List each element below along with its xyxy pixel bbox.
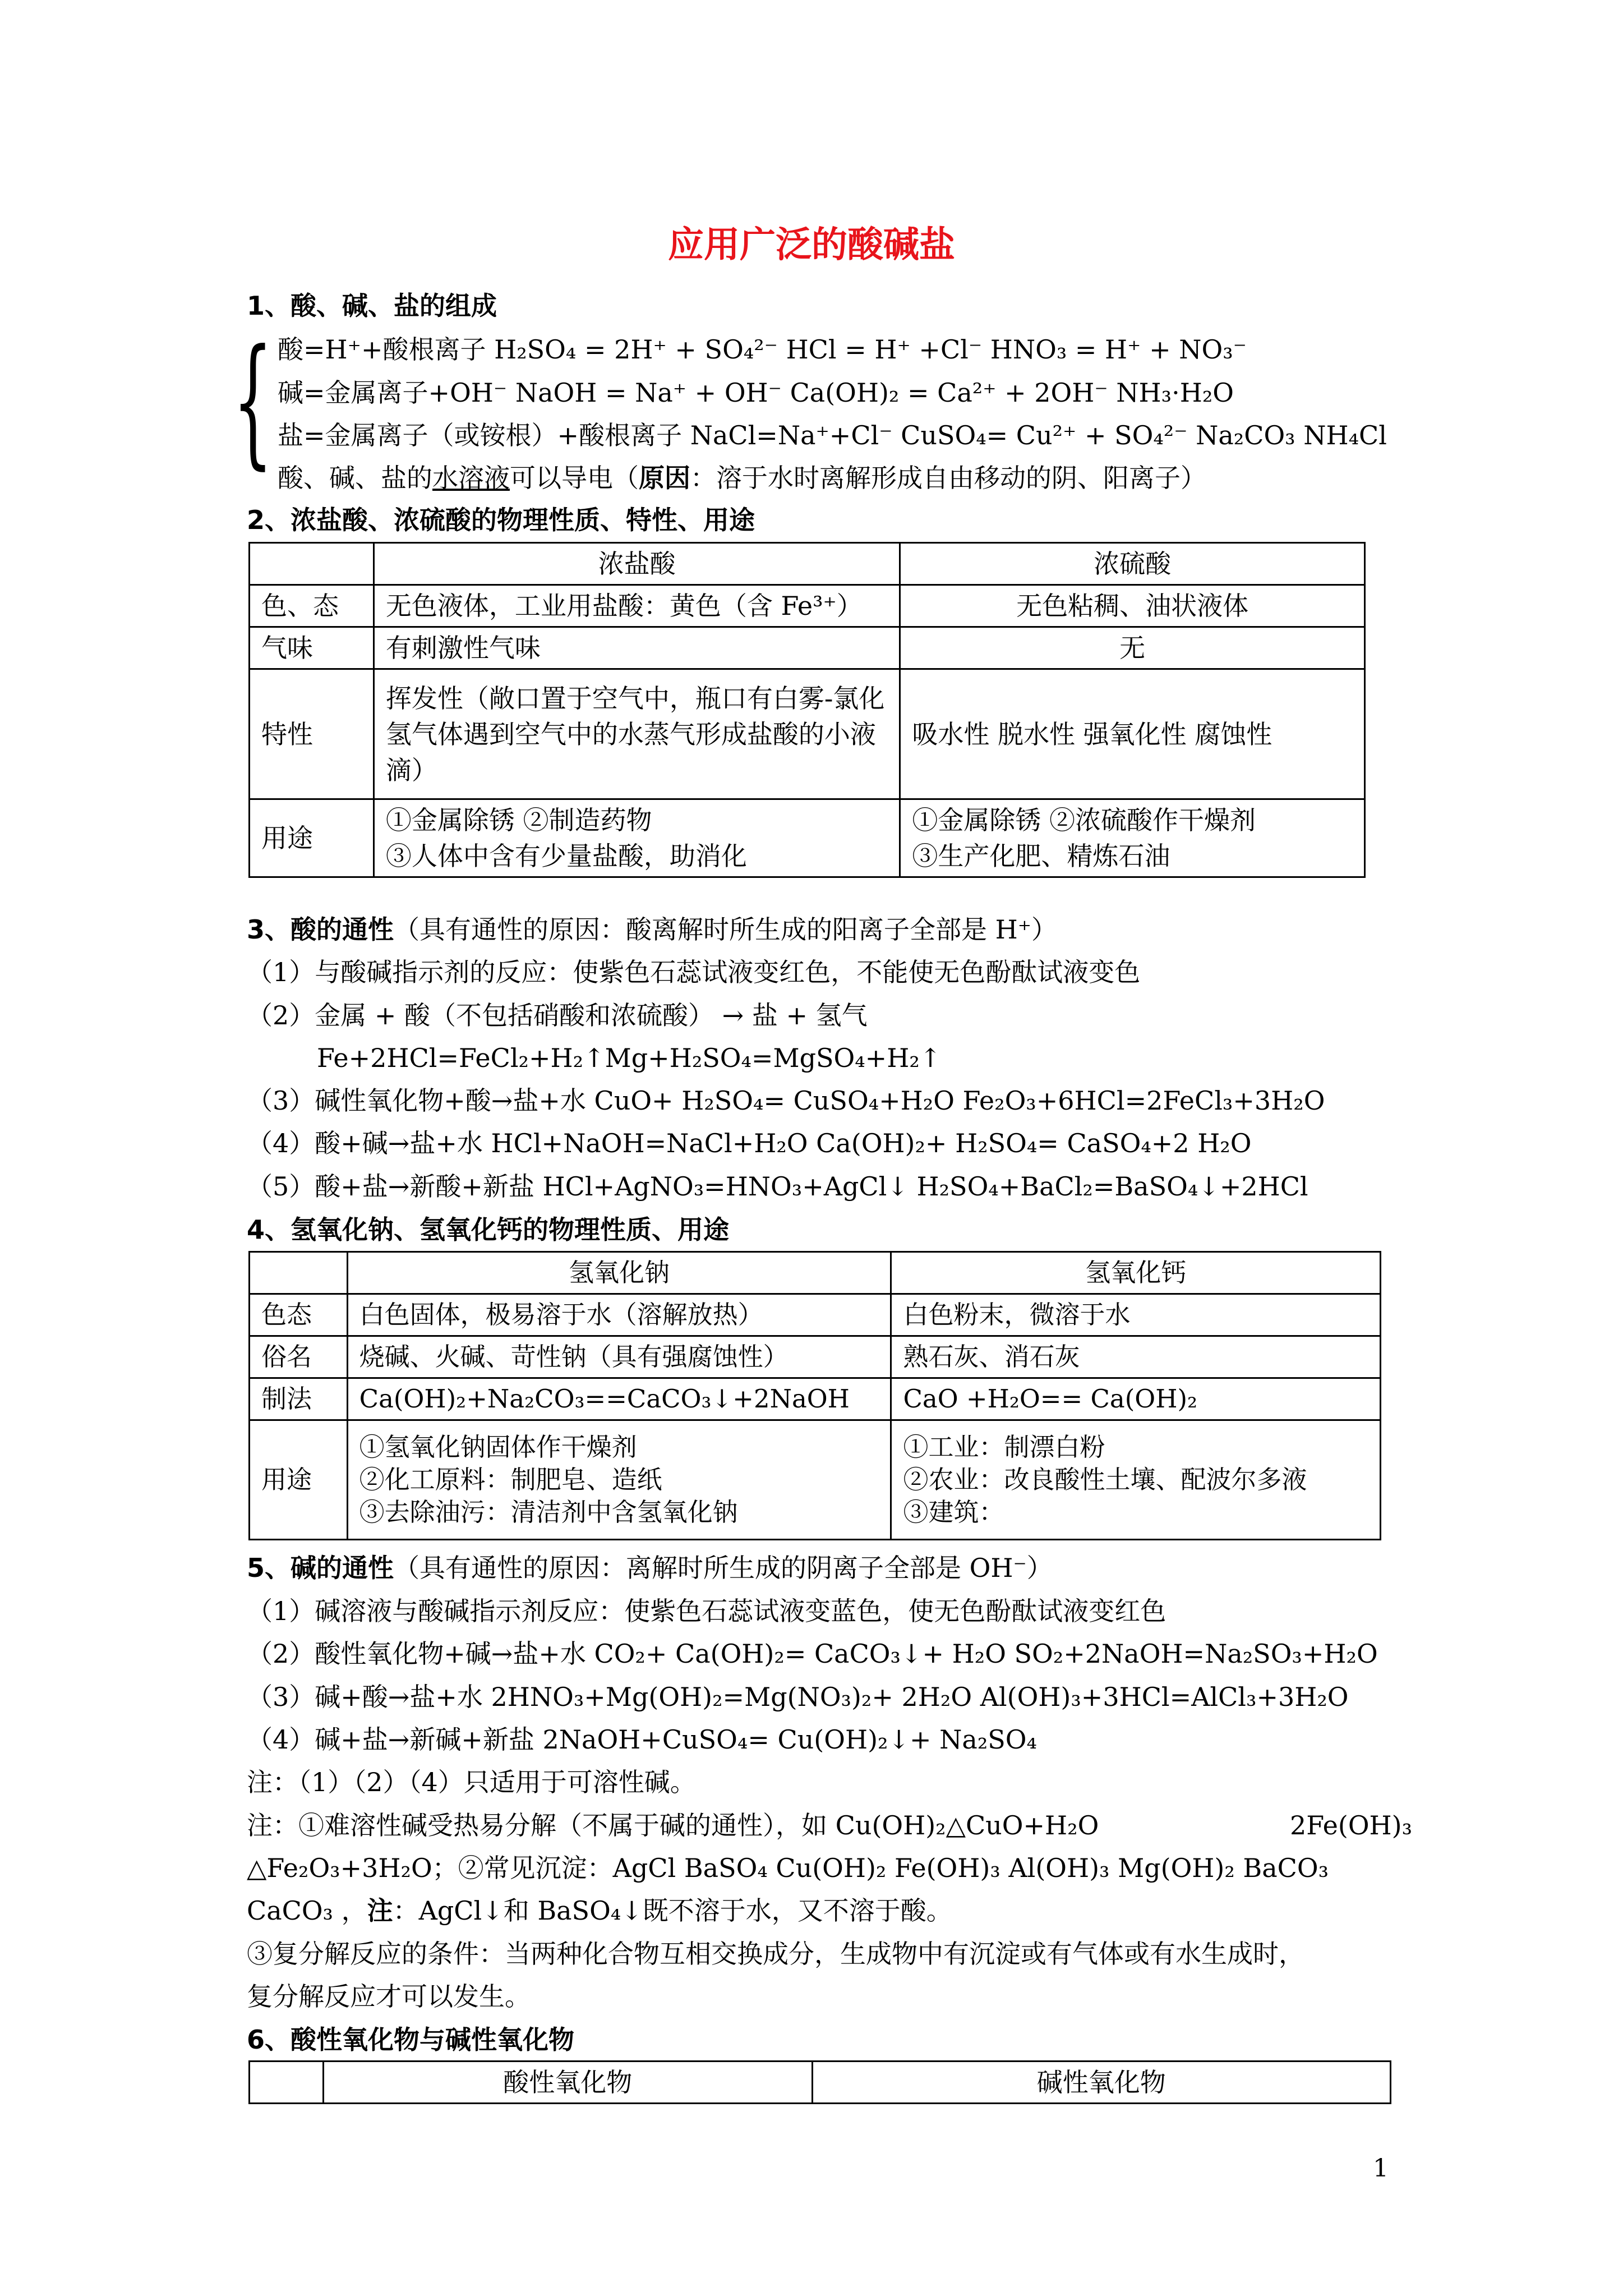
- table-row: [250, 669, 1365, 799]
- conductivity-underline: 水溶液: [432, 463, 510, 493]
- table-cell: 白色粉末，微溶于水: [891, 1294, 1381, 1336]
- base-property-2: （2）酸性氧化物+碱→盐+水 CO₂+ Ca(OH)₂= CaCO₃↓+ H₂O SO₂+2NaOH=Na₂SO₃+H₂O: [247, 1639, 1378, 1669]
- use-line: ③人体中含有少量盐酸，助消化: [385, 841, 747, 871]
- note-insoluble-bases-cont: 2Fe(OH)₃: [1290, 1810, 1413, 1841]
- note-soluble-bases: 注：（1）（2）（4）只适用于可溶性碱。: [247, 1767, 696, 1797]
- conductivity-note: [278, 461, 1206, 495]
- table-cell: 熟石灰、消石灰: [891, 1336, 1381, 1378]
- table-row: [250, 1294, 1381, 1336]
- acid-property-2: （2）金属 + 酸（不包括硝酸和浓硫酸） → 盐 + 氢气: [247, 1000, 868, 1030]
- table-row: [250, 1378, 1381, 1420]
- conductivity-text-c: 可以导电（: [510, 463, 639, 493]
- conductivity-reason-label: 原因: [639, 463, 690, 493]
- section-3-note: （具有通性的原因：酸离解时所生成的阳离子全部是 H⁺）: [394, 914, 1058, 945]
- table-cell: 无色液体，工业用盐酸：黄色（含 Fe³⁺）: [374, 585, 900, 627]
- table-cell: Ca(OH)₂+Na₂CO₃==CaCO₃↓+2NaOH: [347, 1378, 891, 1420]
- table-row: [250, 1252, 1381, 1294]
- table-header-h2so4: 浓硫酸: [900, 543, 1365, 585]
- table-header-hcl: 浓盐酸: [374, 543, 900, 585]
- use-line: ①金属除锈 ②浓硫酸作干燥剂: [912, 805, 1256, 835]
- use-line: ②农业：改良酸性土壤、配波尔多液: [903, 1465, 1307, 1494]
- base-property-4: （4）碱+盐→新碱+新盐 2NaOH+CuSO₄= Cu(OH)₂↓+ Na₂SO₄: [247, 1724, 1037, 1755]
- table-cell: 无: [900, 627, 1365, 669]
- section-5-title: 5、碱的通性: [247, 1553, 394, 1583]
- note-precipitates: △Fe₂O₃+3H₂O；②常见沉淀：AgCl BaSO₄ Cu(OH)₂ Fe(OH)₃ Al(OH)₃ Mg(OH)₂ BaCO₃: [247, 1853, 1329, 1883]
- salt-composition-line: 盐=金属离子（或铵根）+酸根离子 NaCl=Na⁺+Cl⁻ CuSO₄= Cu²⁺ + SO₄²⁻ Na₂CO₃ NH₄Cl: [278, 420, 1387, 450]
- table-cell: [250, 2062, 324, 2104]
- note-insoluble-in-acid: [247, 1894, 952, 1927]
- section-4-heading: 4、氢氧化钠、氢氧化钙的物理性质、用途: [247, 1214, 730, 1245]
- use-line: ①氢氧化钠固体作干燥剂: [359, 1432, 637, 1462]
- base-property-3: （3）碱+酸→盐+水 2HNO₃+Mg(OH)₂=Mg(NO₃)₂+ 2H₂O Al(OH)₃+3HCl=AlCl₃+3H₂O: [247, 1682, 1349, 1712]
- table-row: [250, 543, 1365, 585]
- table-row: [250, 1420, 1381, 1540]
- section-3-title: 3、酸的通性: [247, 914, 394, 945]
- acid-property-1: （1）与酸碱指示剂的反应：使紫色石蕊试液变红色，不能使无色酚酞试液变色: [247, 957, 1141, 987]
- table-cell: 制法: [250, 1378, 348, 1420]
- section-1-heading: 1、酸、碱、盐的组成: [247, 291, 497, 321]
- table-cell: 特性: [250, 669, 374, 799]
- table-cell: 挥发性（敞口置于空气中，瓶口有白雾-氯化氢气体遇到空气中的水蒸气形成盐酸的小液滴）: [374, 669, 900, 799]
- acid-composition-line: 酸=H⁺+酸根离子 H₂SO₄ = 2H⁺ + SO₄²⁻ HCl = H⁺ +Cl⁻ HNO₃ = H⁺ + NO₃⁻: [278, 334, 1247, 365]
- table-cell: 俗名: [250, 1336, 348, 1378]
- section-5-heading: [247, 1551, 1053, 1585]
- note-agcl-baso4: ：AgCl↓和 BaSO₄↓既不溶于水，又不溶于酸。: [393, 1895, 952, 1926]
- table-row: [250, 627, 1365, 669]
- table-row: [250, 1336, 1381, 1378]
- curly-brace: {: [233, 319, 273, 482]
- base-property-1: （1）碱溶液与酸碱指示剂反应：使紫色石蕊试液变蓝色，使无色酚酞试液变红色: [247, 1596, 1166, 1626]
- page-title: 应用广泛的酸碱盐: [668, 224, 955, 266]
- table-cell: CaO +H₂O== Ca(OH)₂: [891, 1378, 1381, 1420]
- use-line: ③生产化肥、精炼石油: [912, 841, 1170, 871]
- table-row: [250, 585, 1365, 627]
- page-number: 1: [1373, 2154, 1389, 2183]
- conductivity-text-e: ：溶于水时离解形成自由移动的阴、阳离子）: [690, 463, 1206, 493]
- table-header-acidic-oxide: 酸性氧化物: [323, 2062, 812, 2104]
- use-line: ①工业：制漂白粉: [903, 1432, 1105, 1462]
- table-header-caoh2: 氢氧化钙: [891, 1252, 1381, 1294]
- note-double-decomposition-1: ③复分解反应的条件：当两种化合物互相交换成分，生成物中有沉淀或有气体或有水生成时，: [247, 1939, 1304, 1969]
- table-cell: 无色粘稠、油状液体: [900, 585, 1365, 627]
- section-2-heading: 2、浓盐酸、浓硫酸的物理性质、特性、用途: [247, 505, 755, 535]
- section-6-heading: 6、酸性氧化物与碱性氧化物: [247, 2024, 575, 2055]
- conductivity-text-a: 酸、碱、盐的: [278, 463, 432, 493]
- note-insoluble-bases: 注：①难溶性碱受热易分解（不属于碱的通性），如 Cu(OH)₂△CuO+H₂O: [247, 1810, 1099, 1841]
- table-cell: [900, 799, 1365, 877]
- table-cell: [250, 543, 374, 585]
- table-cell: 白色固体，极易溶于水（溶解放热）: [347, 1294, 891, 1336]
- acid-property-3: （3）碱性氧化物+酸→盐+水 CuO+ H₂SO₄= CuSO₄+H₂O Fe₂O₃+6HCl=2FeCl₃+3H₂O: [247, 1085, 1325, 1116]
- use-line: ③去除油污：清洁剂中含氢氧化钠: [359, 1497, 738, 1527]
- table-cell: 烧碱、火碱、苛性钠（具有强腐蚀性）: [347, 1336, 891, 1378]
- use-line: ①金属除锈 ②制造药物: [385, 805, 652, 835]
- section-5-note: （具有通性的原因：离解时所生成的阴离子全部是 OH⁻）: [394, 1553, 1053, 1583]
- acid-properties-table: [248, 542, 1366, 878]
- table-header-naoh: 氢氧化钠: [347, 1252, 891, 1294]
- oxides-table: [248, 2060, 1391, 2104]
- note-double-decomposition-2: 复分解反应才可以发生。: [247, 1981, 531, 2012]
- table-header-basic-oxide: 碱性氧化物: [812, 2062, 1390, 2104]
- table-cell: [347, 1420, 891, 1540]
- table-cell: 色、态: [250, 585, 374, 627]
- table-cell: [891, 1420, 1381, 1540]
- table-cell: [374, 799, 900, 877]
- table-cell: 色态: [250, 1294, 348, 1336]
- acid-property-5: （5）酸+盐→新酸+新盐 HCl+AgNO₃=HNO₃+AgCl↓ H₂SO₄+BaCl₂=BaSO₄↓+2HCl: [247, 1171, 1308, 1202]
- note-label: 注: [367, 1895, 393, 1926]
- acid-property-4: （4）酸+碱→盐+水 HCl+NaOH=NaCl+H₂O Ca(OH)₂+ H₂SO₄= CaSO₄+2 H₂O: [247, 1128, 1252, 1158]
- section-3-heading: [247, 913, 1057, 946]
- table-cell: 吸水性 脱水性 强氧化性 腐蚀性: [900, 669, 1365, 799]
- note-caco3: CaCO₃ ，: [247, 1895, 367, 1926]
- table-cell: 用途: [250, 799, 374, 877]
- table-cell: [250, 1252, 348, 1294]
- use-line: ③建筑：: [903, 1497, 1004, 1527]
- base-composition-line: 碱=金属离子+OH⁻ NaOH = Na⁺ + OH⁻ Ca(OH)₂ = Ca²⁺ + 2OH⁻ NH₃·H₂O: [278, 378, 1234, 408]
- base-properties-table: [248, 1251, 1381, 1540]
- acid-property-2-equations: Fe+2HCl=FeCl₂+H₂↑Mg+H₂SO₄=MgSO₄+H₂↑: [317, 1043, 942, 1073]
- table-cell: 用途: [250, 1420, 348, 1540]
- table-cell: 有刺激性气味: [374, 627, 900, 669]
- table-row: [250, 799, 1365, 877]
- table-cell: 气味: [250, 627, 374, 669]
- use-line: ②化工原料：制肥皂、造纸: [359, 1465, 662, 1494]
- table-row: [250, 2062, 1391, 2104]
